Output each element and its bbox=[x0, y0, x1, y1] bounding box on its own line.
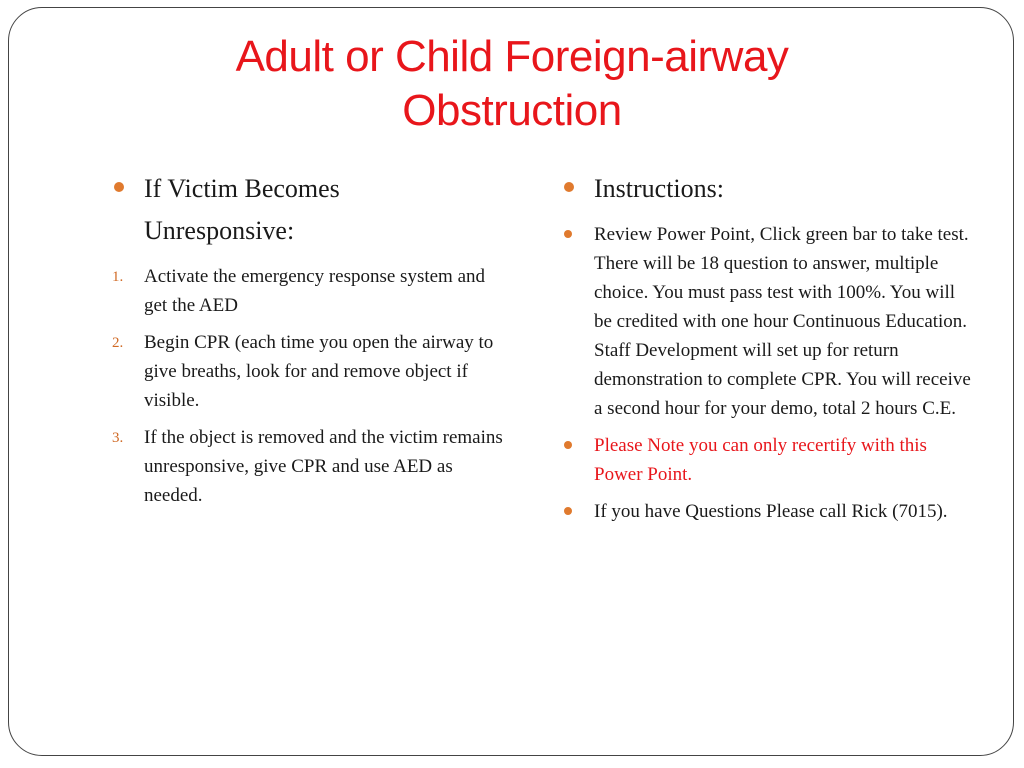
list-text-1: Activate the emergency response system and get the AED bbox=[144, 266, 486, 316]
left-heading-line-1: If Victim Becomes bbox=[144, 174, 340, 203]
right-heading-text: Instructions: bbox=[594, 174, 724, 203]
left-column bbox=[112, 168, 512, 518]
bullet-dot-icon bbox=[564, 230, 572, 238]
list-number-2: 2. bbox=[112, 335, 124, 351]
list-text-3: If the object is removed and the victim remains unresponsive, give CPR and use AED as needed. bbox=[144, 427, 503, 506]
list-item-3 bbox=[112, 423, 512, 510]
right-heading bbox=[562, 168, 972, 210]
bullet-dot-icon bbox=[564, 441, 572, 449]
instruction-text-3: If you have Questions Please call Rick (7015). bbox=[594, 501, 948, 522]
bullet-dot-icon bbox=[114, 182, 124, 192]
instruction-item-2 bbox=[562, 431, 972, 489]
instruction-item-3 bbox=[562, 497, 972, 526]
list-item-2 bbox=[112, 328, 512, 415]
list-text-2: Begin CPR (each time you open the airway to give breaths, look for and remove object if visible. bbox=[144, 332, 494, 411]
right-column bbox=[562, 168, 972, 534]
title-line-2: Obstruction bbox=[402, 86, 622, 135]
left-heading bbox=[112, 168, 512, 252]
bullet-dot-icon bbox=[564, 507, 572, 515]
list-number-1: 1. bbox=[112, 269, 124, 285]
bullet-dot-icon bbox=[564, 182, 574, 192]
instruction-item-1 bbox=[562, 220, 972, 423]
left-heading-line-2: Unresponsive: bbox=[144, 216, 295, 245]
instruction-note-text: Please Note you can only recertify with this Power Point. bbox=[594, 435, 927, 485]
list-number-3: 3. bbox=[112, 430, 124, 446]
title-line-1: Adult or Child Foreign-airway bbox=[235, 32, 789, 81]
slide-title bbox=[0, 30, 1024, 138]
instruction-text-1: Review Power Point, Click green bar to take test. There will be 18 question to answer, multiple choice. You must pass test with 100%. You will be credited with one hour Continuous Education. Staff Development will set up for return demonstration to complete CPR. You will receive a second hour for your demo, total 2 hours C.E. bbox=[594, 224, 971, 419]
list-item-1 bbox=[112, 262, 512, 320]
